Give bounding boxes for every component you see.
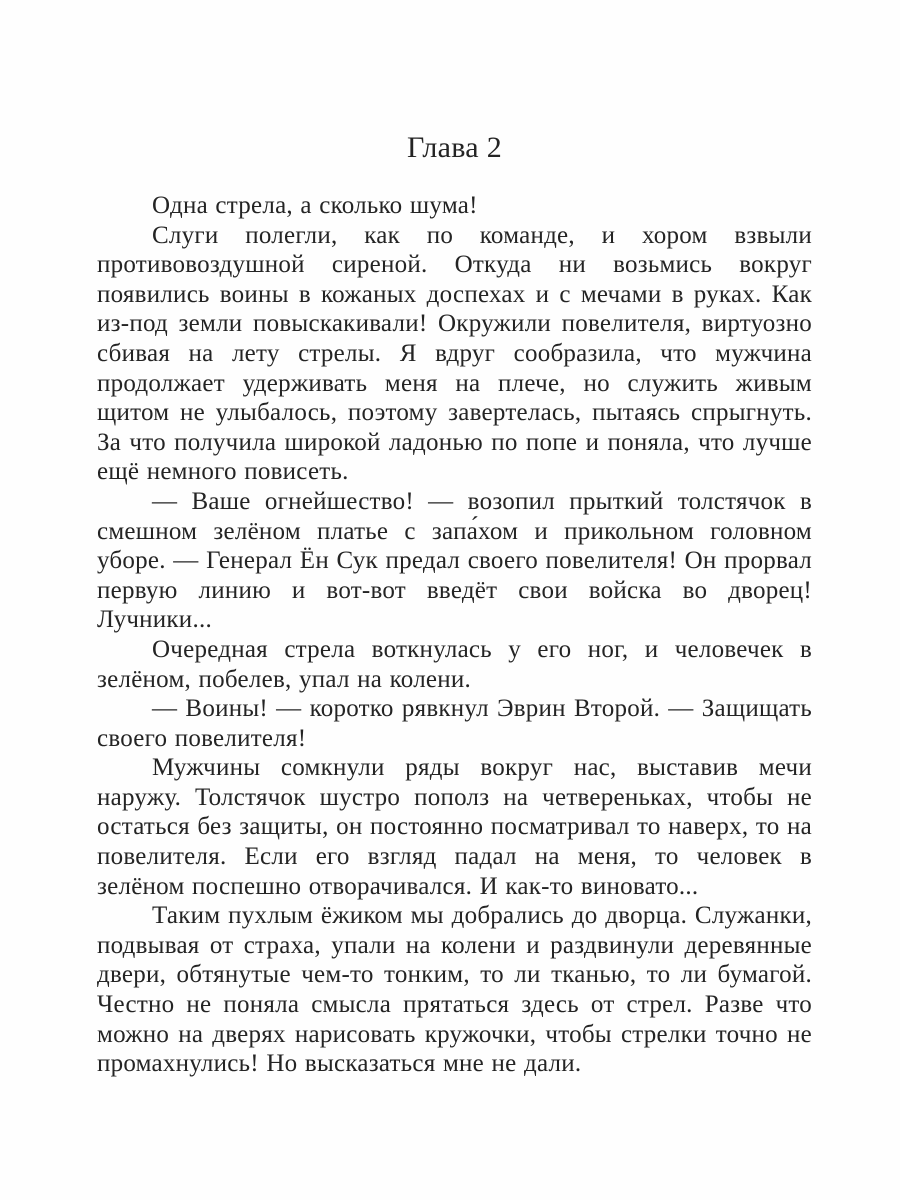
paragraph-5: — Воины! — коротко рявкнул Эврин Второй. — Защищать своего повелителя! [97,695,812,752]
chapter-body [97,191,812,1079]
paragraph-4: Очередная стрела воткнулась у его ног, и человечек в зелёном, побелев, упал на колени. [97,635,812,693]
paragraph-7: Таким пухлым ёжиком мы добрались до дворца. Служанки, подвывая от страха, упали на колени и раздвинули деревянные двери, обтянутые чем-то тонким, то ли тканью, то ли бумагой. Честно не поняла смысла прятаться здесь от стрел. Разве что можно на дверях нарисовать кружочки, чтобы стрелки точно не промахнулись! Но высказаться мне не дали. [97,902,812,1078]
paragraph-1: Одна стрела, а сколько шума! [152,192,478,219]
chapter-title: Глава 2 [406,131,503,164]
paragraph-6: Мужчины сомкнули ряды вокруг нас, выставив мечи наружу. Толстячок шустро пополз на четвереньках, чтобы не остаться без защиты, он постоянно посматривал то наверх, то на повелителя. Если его взгляд падал на меня, то человек в зелёном поспешно отворачивался. И как-то виновато... [97,754,812,900]
paragraph-3: — Ваше огнейшество! — возопил прыткий толстячок в смешном зелёном платье с запа́хом и прикольном головном уборе. — Генерал Ён Сук предал своего повелителя! Он прорвал первую линию и вот-вот введёт свои войска во дворец! Лучники... [97,487,812,634]
paragraph-2: Слуги полегли, как по команде, и хором взвыли противовоздушной сиреной. Откуда ни возьмись вокруг появились воины в кожаных доспехах и с мечами в руках. Как из-под земли повыскакивали! Окружили повелителя, виртуозно сбивая на лету стрелы. Я вдруг сообразила, что мужчина продолжает удерживать меня на плече, но служить живым щитом не улыбалось, поэтому завертелась, пытаясь спрыгнуть. За что получила широкой ладонью по попе и поняла, что лучше ещё немного повисеть. [97,221,812,486]
